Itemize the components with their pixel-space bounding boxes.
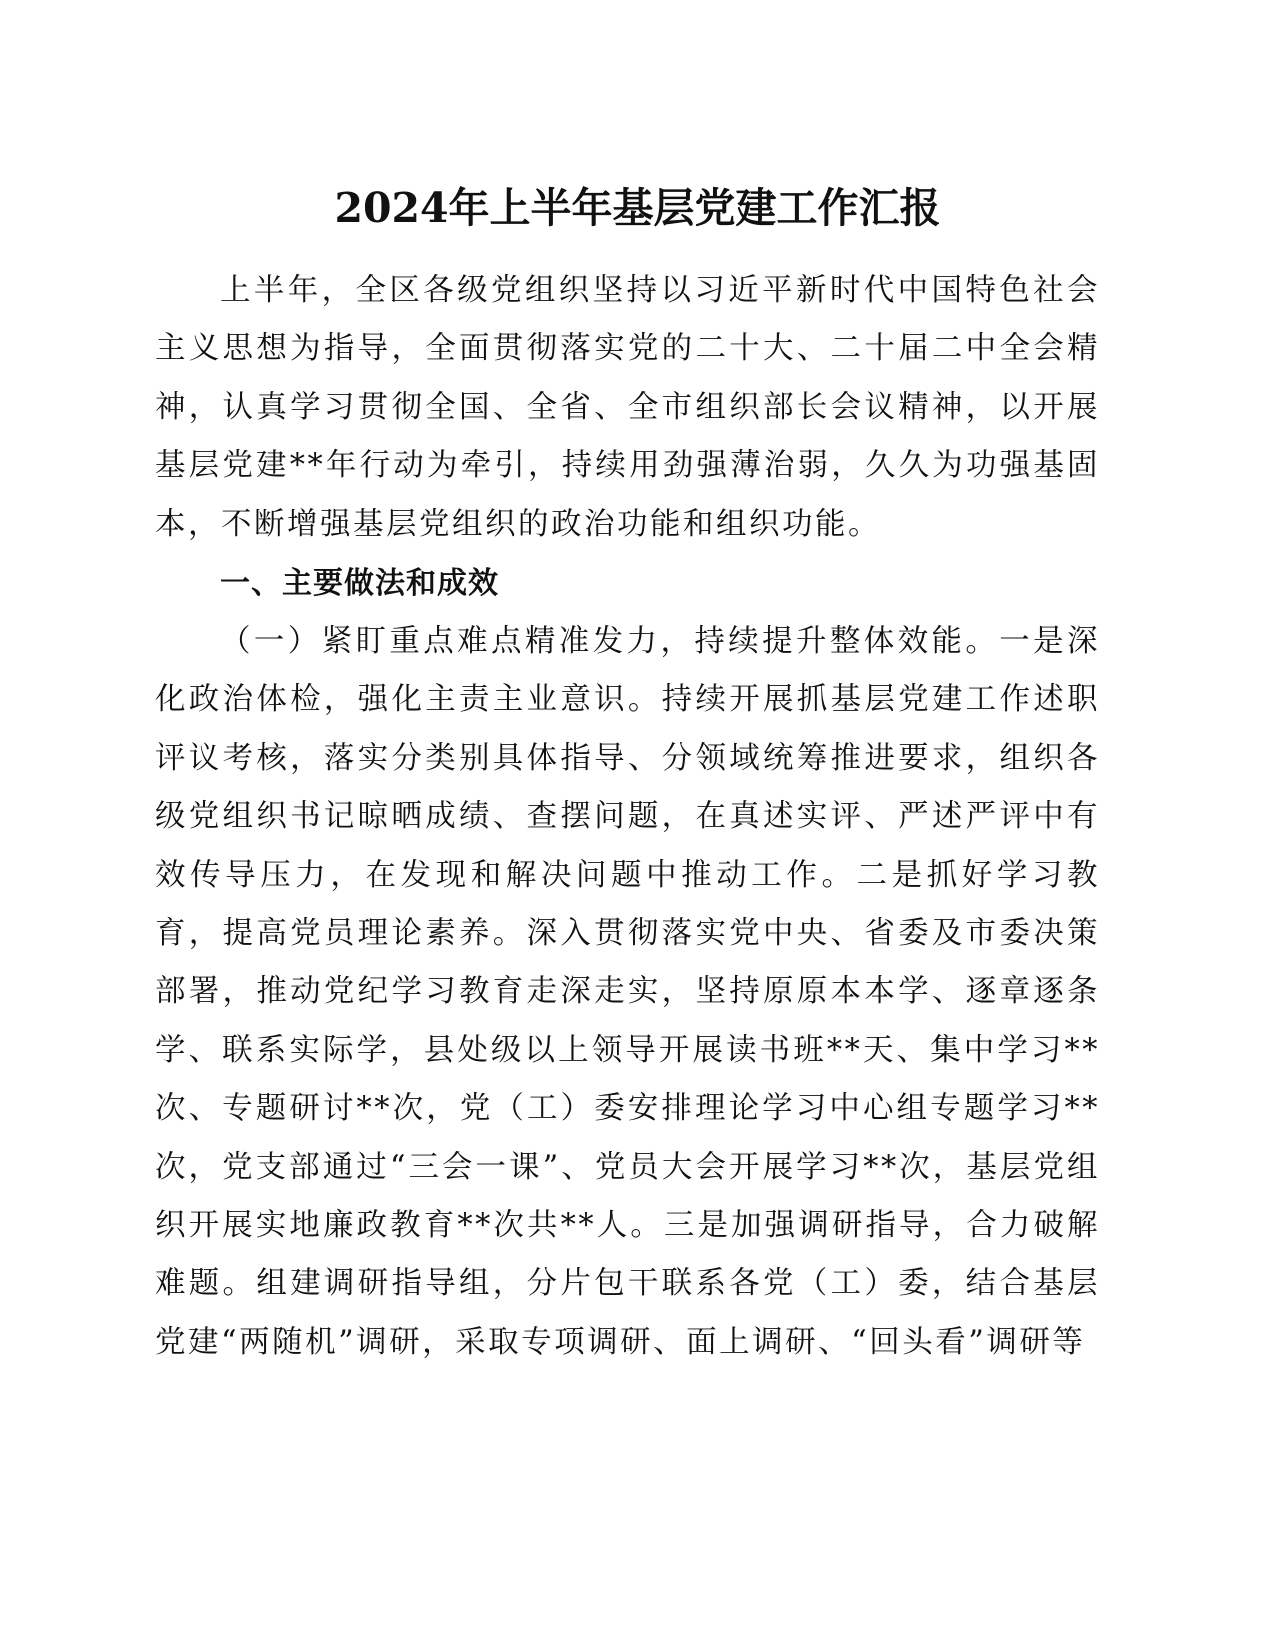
document-title: 2024年上半年基层党建工作汇报 — [334, 184, 941, 232]
intro-paragraph: 上半年，全区各级党组织坚持以习近平新时代中国特色社会主义思想为指导，全面贯彻落实党的二十大、二十届二中全会精神，认真学习贯彻全国、全省、全市组织部长会议精神，以开展基层党建**年行动为牵引，持续用劲强薄治弱，久久为功强基固本，不断增强基层党组织的政治功能和组织功能。 — [155, 273, 1100, 542]
section-heading: 一、主要做法和成效 — [220, 566, 499, 601]
section-paragraph: （一）紧盯重点难点精准发力，持续提升整体效能。一是深化政治体检，强化主责主业意识。持续开展抓基层党建工作述职评议考核，落实分类别具体指导、分领域统筹推进要求，组织各级党组织书记晾晒成绩、查摆问题，在真述实评、严述严评中有效传导压力，在发现和解决问题中推动工作。二是抓好学习教育，提高党员理论素养。深入贯彻落实党中央、省委及市委决策部署，推动党纪学习教育走深走实，坚持原原本本学、逐章逐条学、联系实际学，县处级以上领导开展读书班**天、集中学习**次、专题研讨**次，党（工）委安排理论学习中心组专题学习**次，党支部通过“三会一课”、党员大会开展学习**次，基层党组织开展实地廉政教育**次共**人。三是加强调研指导，合力破解难题。组建调研指导组，分片包干联系各党（工）委，结合基层党建“两随机”调研，采取专项调研、面上调研、“回头看”调研等 — [155, 624, 1100, 1360]
